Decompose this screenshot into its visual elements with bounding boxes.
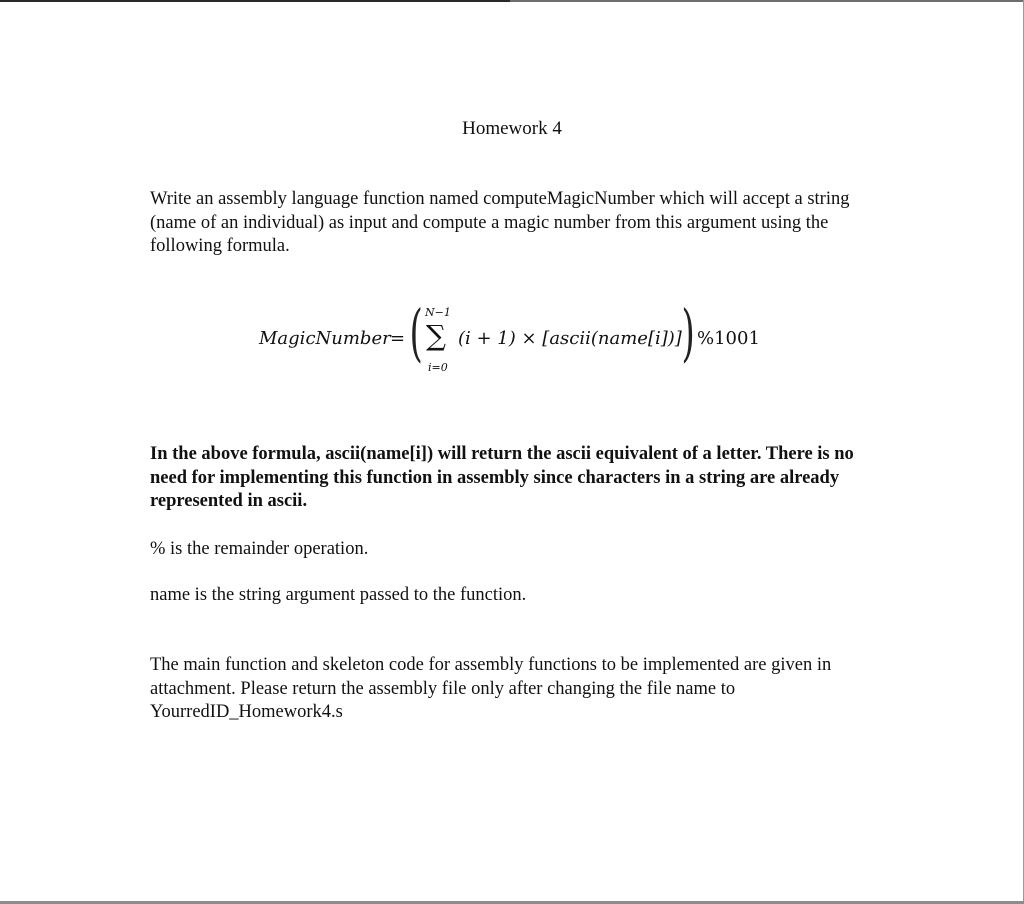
formula-right-paren: ) xyxy=(681,296,695,369)
formula-lhs: MagicNumber xyxy=(259,328,391,349)
name-note: name is the string argument passed to the function. xyxy=(150,585,527,605)
submission-paragraph: The main function and skeleton code for assembly functions to be implemented are given in attachment. Please return the assembly file only after changing the file name to YourredID_Homework4.s xyxy=(150,655,832,722)
formula-sum-symbol: ∑ xyxy=(426,319,446,352)
page-title: Homework 4 xyxy=(462,118,562,139)
formula-left-paren: ( xyxy=(409,296,423,369)
top-border-light xyxy=(510,0,1024,2)
formula-modulo: %1001 xyxy=(697,328,760,349)
formula-equals: = xyxy=(390,328,406,349)
percent-note: % is the remainder operation. xyxy=(150,539,369,559)
formula-term: (i + 1) × [ascii(name[i])] xyxy=(458,328,682,349)
formula-lower-limit: i=0 xyxy=(428,361,448,374)
ascii-note-paragraph: In the above formula, ascii(name[i]) will return the ascii equivalent of a letter. There is no need for implementing this function in assembly since characters in a string are already represented in ascii. xyxy=(150,444,854,511)
magic-number-formula xyxy=(0,296,1024,380)
intro-paragraph: Write an assembly language function named computeMagicNumber which will accept a string (name of an individual) as input and compute a magic number from this argument using the following formula. xyxy=(150,189,850,256)
formula-upper-limit: N−1 xyxy=(425,306,451,319)
